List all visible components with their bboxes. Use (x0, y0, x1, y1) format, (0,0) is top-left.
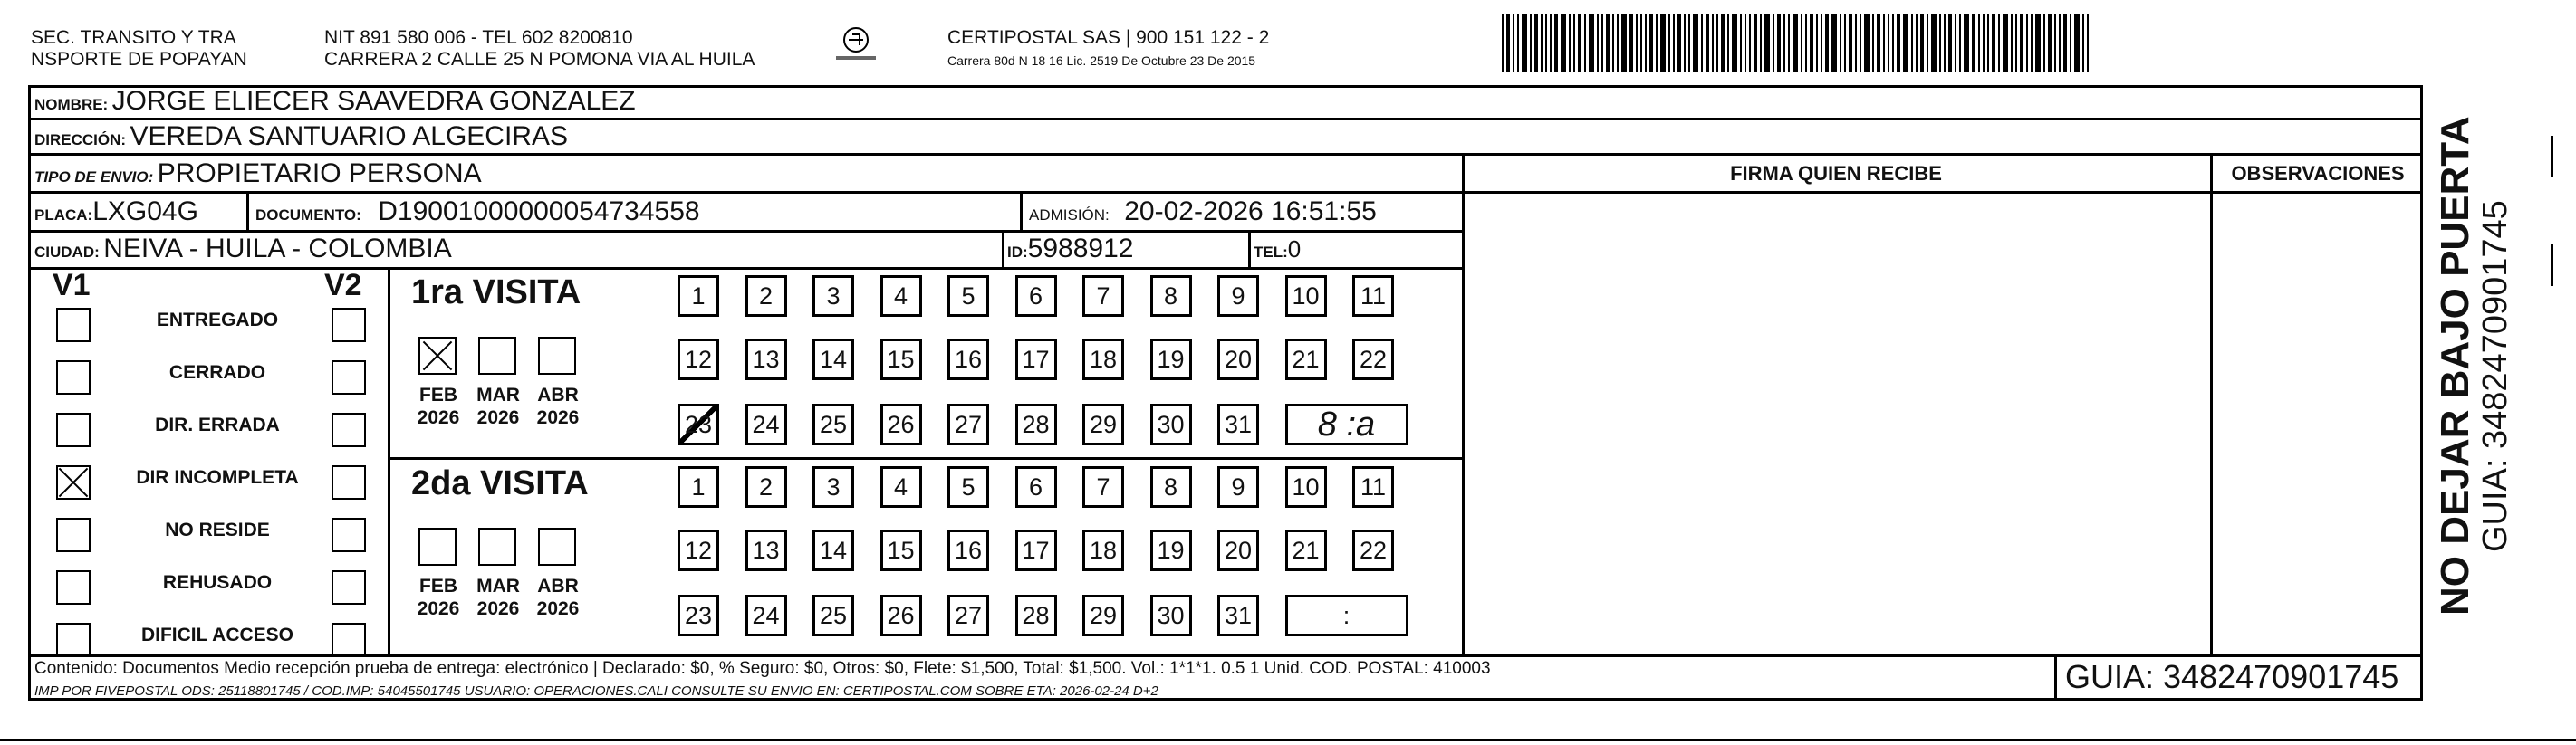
month-year: 2026 (536, 598, 580, 619)
barcode-bar (1911, 14, 1913, 72)
barcode-bar (1773, 14, 1774, 72)
barcode-bar (1939, 14, 1941, 72)
day-box[interactable]: 1 (678, 466, 719, 508)
tipo-row (34, 157, 482, 196)
placa-label: PLACA: (34, 206, 93, 224)
tel-row (1254, 232, 1301, 271)
id-row (1007, 232, 1133, 271)
nombre-row (34, 84, 636, 123)
day-box[interactable]: 22 (1352, 530, 1394, 571)
v2-label: V2 (324, 268, 362, 302)
barcode-bar (2026, 14, 2028, 72)
day-box[interactable]: 27 (947, 595, 989, 636)
day-box[interactable]: 1 (678, 275, 719, 317)
day-box[interactable]: 8 (1150, 466, 1192, 508)
month-year: 2026 (476, 407, 520, 428)
tipo-value: PROPIETARIO PERSONA (157, 158, 482, 188)
barcode-bar (1712, 14, 1714, 72)
barcode-bar (1668, 14, 1670, 72)
footer-guia: GUIA: 3482470901745 (2065, 658, 2399, 695)
day-box[interactable]: 19 (1150, 530, 1192, 571)
barcode-bar (1561, 14, 1566, 72)
month-label (471, 575, 525, 620)
day-box[interactable]: 22 (1352, 339, 1394, 380)
v2-checkbox[interactable] (332, 623, 366, 657)
barcode-bar (2035, 14, 2041, 72)
barcode-bar (1877, 14, 1880, 72)
status-option-label: DIFICIL ACCESO (140, 625, 293, 645)
barcode-bar (1589, 14, 1594, 72)
barcode-bar (1998, 14, 2000, 72)
month-year: 2026 (417, 598, 460, 619)
barcode-bar (1777, 14, 1781, 72)
direccion-value: VEREDA SANTUARIO ALGECIRAS (130, 121, 568, 151)
barcode-bar (1992, 14, 1995, 72)
barcode-bar (1754, 14, 1757, 72)
firma-header: FIRMA QUIEN RECIBE (1730, 162, 1942, 185)
day-box[interactable]: 26 (880, 595, 922, 636)
barcode-bar (1721, 14, 1725, 72)
day-box[interactable]: 18 (1082, 339, 1124, 380)
status-option-label: REHUSADO (162, 572, 273, 593)
barcode-bar (1801, 14, 1802, 72)
barcode-bar (1805, 14, 1807, 72)
day-box[interactable]: 10 (1285, 275, 1327, 317)
barcode-bar (2054, 14, 2056, 72)
day-box[interactable]: 25 (812, 404, 854, 445)
v2-checkbox[interactable] (332, 308, 366, 342)
month-label (531, 384, 585, 429)
barcode-bar (1844, 14, 1846, 72)
barcode-bar (1688, 14, 1690, 72)
day-box[interactable]: 24 (745, 404, 787, 445)
day-box[interactable]: 13 (745, 530, 787, 571)
visit2-title: 2da VISITA (411, 464, 589, 502)
day-box[interactable]: 17 (1015, 530, 1057, 571)
day-box[interactable]: 9 (1217, 275, 1259, 317)
ciudad-label: CIUDAD: (34, 244, 100, 261)
month-year: 2026 (536, 407, 580, 428)
barcode-bar (1840, 14, 1841, 72)
barcode-bar (1550, 14, 1552, 72)
v1-checkbox[interactable] (56, 308, 91, 342)
barcode-bar (1629, 14, 1633, 72)
day-box[interactable]: 27 (947, 404, 989, 445)
barcode-bar (1855, 14, 1857, 72)
admision-row (1029, 195, 1377, 234)
day-box[interactable]: 7 (1082, 466, 1124, 508)
barcode-bar (1522, 14, 1527, 72)
day-box[interactable]: 30 (1150, 595, 1192, 636)
barcode-bar (1764, 14, 1770, 72)
barcode-bar (1810, 14, 1813, 72)
day-box[interactable]: 4 (880, 466, 922, 508)
barcode-bar (1860, 14, 1861, 72)
admision-value: 20-02-2026 16:51:55 (1124, 196, 1377, 226)
day-box[interactable]: 2 (745, 275, 787, 317)
day-box[interactable]: 15 (880, 339, 922, 380)
barcode-bar (1584, 14, 1586, 72)
barcode-bar (1864, 14, 1870, 72)
day-box[interactable]: 16 (947, 530, 989, 571)
barcode-bar (1732, 14, 1737, 72)
barcode (1502, 14, 2190, 72)
day-box[interactable]: 7 (1082, 275, 1124, 317)
side-guia: GUIA: 3482470901745 (2476, 200, 2514, 552)
barcode-bar (1749, 14, 1751, 72)
barcode-bar (1903, 14, 1908, 72)
courier-logo (833, 24, 879, 69)
tel-label: TEL: (1254, 244, 1288, 261)
barcode-bar (2063, 14, 2067, 72)
v1-checkbox[interactable] (56, 570, 91, 605)
v2-checkbox[interactable] (332, 413, 366, 447)
barcode-bar (1964, 14, 1969, 72)
month-year: 2026 (476, 598, 520, 619)
day-box[interactable]: 24 (745, 595, 787, 636)
status-option-label: CERRADO (168, 362, 266, 383)
day-box[interactable]: 14 (812, 339, 854, 380)
placa-row (34, 195, 198, 234)
barcode-bar (1944, 14, 1946, 72)
barcode-bar (1706, 14, 1709, 72)
barcode-bar (1825, 14, 1829, 72)
day-box[interactable]: 4 (880, 275, 922, 317)
month-checkbox[interactable] (538, 337, 576, 375)
day-box[interactable]: 3 (812, 466, 854, 508)
month-checkbox[interactable] (538, 528, 576, 566)
barcode-bar (1502, 14, 1504, 72)
barcode-bar (2043, 14, 2045, 72)
status-option-label: DIR INCOMPLETA (136, 467, 299, 488)
day-box[interactable]: 14 (812, 530, 854, 571)
sender-line-1: SEC. TRANSITO Y TRA (31, 27, 236, 48)
day-box[interactable]: 12 (678, 339, 719, 380)
day-box[interactable]: 28 (1015, 595, 1057, 636)
barcode-bar (1645, 14, 1647, 72)
month-checkbox[interactable] (478, 528, 516, 566)
id-label: ID: (1007, 244, 1028, 261)
nombre-label: NOMBRE: (34, 96, 109, 113)
day-box[interactable]: 6 (1015, 466, 1057, 508)
barcode-bar (1727, 14, 1729, 72)
month-checkbox[interactable] (418, 337, 457, 375)
month-checkbox[interactable] (478, 337, 516, 375)
v1-checkbox[interactable] (56, 413, 91, 447)
barcode-bar (1517, 14, 1519, 72)
v2-checkbox[interactable] (332, 360, 366, 395)
day-box[interactable]: 15 (880, 530, 922, 571)
day-box[interactable]: 18 (1082, 530, 1124, 571)
barcode-bar (1948, 14, 1952, 72)
v1-checkbox[interactable] (56, 518, 91, 552)
barcode-bar (1649, 14, 1653, 72)
time-box[interactable]: : (1285, 595, 1408, 636)
observaciones-header: OBSERVACIONES (2231, 162, 2405, 185)
day-box[interactable]: 13 (745, 339, 787, 380)
id-value: 5988912 (1027, 234, 1134, 263)
barcode-bar (2082, 14, 2084, 72)
month-name: MAR (476, 576, 520, 597)
month-label (411, 575, 466, 620)
month-name: FEB (419, 576, 457, 597)
v2-checkbox[interactable] (332, 465, 366, 500)
day-box[interactable]: 26 (880, 404, 922, 445)
barcode-bar (1821, 14, 1822, 72)
month-name: FEB (419, 385, 457, 406)
barcode-bar (1745, 14, 1746, 72)
nombre-value: JORGE ELIECER SAAVEDRA GONZALEZ (111, 86, 636, 116)
month-year: 2026 (417, 407, 460, 428)
documento-label: DOCUMENTO: (255, 206, 361, 224)
barcode-bar (1701, 14, 1703, 72)
barcode-bar (1545, 14, 1547, 72)
ciudad-row (34, 232, 452, 271)
barcode-bar (2031, 14, 2033, 72)
barcode-bar (1972, 14, 1975, 72)
barcode-bar (1987, 14, 1989, 72)
month-name: ABR (537, 576, 579, 597)
day-box[interactable]: 21 (1285, 339, 1327, 380)
barcode-bar (1684, 14, 1686, 72)
barcode-bar (1849, 14, 1852, 72)
barcode-bar (1955, 14, 1956, 72)
placa-value: LXG04G (92, 196, 198, 226)
barcode-bar (1541, 14, 1543, 72)
day-box[interactable]: 11 (1352, 466, 1394, 508)
day-box[interactable]: 30 (1150, 404, 1192, 445)
day-box[interactable]: 21 (1285, 530, 1327, 571)
barcode-bar (1816, 14, 1818, 72)
day-box[interactable]: 28 (1015, 404, 1057, 445)
barcode-bar (1931, 14, 1937, 72)
day-box[interactable]: 19 (1150, 339, 1192, 380)
barcode-bar (1554, 14, 1558, 72)
month-name: MAR (476, 385, 520, 406)
barcode-bar (1888, 14, 1889, 72)
barcode-bar (1621, 14, 1627, 72)
v1-checkbox[interactable] (56, 465, 91, 500)
courier-name: CERTIPOSTAL SAS | 900 151 122 - 2 (947, 27, 1270, 48)
day-box[interactable]: 2 (745, 466, 787, 508)
day-box[interactable]: 3 (812, 275, 854, 317)
barcode-bar (1506, 14, 1510, 72)
barcode-bar (1612, 14, 1614, 72)
barcode-bar (1883, 14, 1885, 72)
barcode-bar (1606, 14, 1610, 72)
month-label (411, 384, 466, 429)
barcode-bar (2011, 14, 2013, 72)
time-box[interactable]: 8 :a (1285, 404, 1408, 445)
sender-line-2: NSPORTE DE POPAYAN (31, 49, 247, 70)
direccion-label: DIRECCIÓN: (34, 131, 127, 148)
barcode-bar (1656, 14, 1658, 72)
barcode-bar (1978, 14, 1980, 72)
barcode-bar (2048, 14, 2052, 72)
barcode-bar (1760, 14, 1762, 72)
documento-row (255, 195, 700, 234)
day-box[interactable]: 17 (1015, 339, 1057, 380)
v2-checkbox[interactable] (332, 518, 366, 552)
content-line: Contenido: Documentos Medio recepción prueba de entrega: electrónico | Declarado: $0, % Seguro: $0, Otros: $0, Flete: $1,500, Total: $1,500. Vol.: 1*1*1. 0.5 1 Unid. COD. POSTAL: 410003 (34, 659, 1491, 678)
barcode-bar (1534, 14, 1538, 72)
v1-checkbox[interactable] (56, 360, 91, 395)
barcode-bar (1788, 14, 1790, 72)
day-box[interactable]: 8 (1150, 275, 1192, 317)
barcode-bar (1831, 14, 1837, 72)
barcode-bar (2074, 14, 2080, 72)
day-box[interactable]: 23 (678, 595, 719, 636)
status-option-label: DIR. ERRADA (155, 415, 280, 435)
no-dejar-bajo-puerta: NO DEJAR BAJO PUERTA (2433, 116, 2477, 616)
documento-value: D19001000000054734558 (378, 196, 700, 226)
barcode-bar (1740, 14, 1742, 72)
barcode-bar (1793, 14, 1798, 72)
month-name: ABR (537, 385, 579, 406)
v1-label: V1 (53, 268, 91, 302)
barcode-bar (1983, 14, 1985, 72)
day-box[interactable]: 31 (1217, 404, 1259, 445)
barcode-bar (1677, 14, 1681, 72)
barcode-bar (1617, 14, 1619, 72)
day-box[interactable]: 31 (1217, 595, 1259, 636)
day-box[interactable]: 20 (1217, 339, 1259, 380)
barcode-bar (1892, 14, 1894, 72)
address-line: CARRERA 2 CALLE 25 N POMONA VIA AL HUILA (324, 49, 755, 70)
barcode-bar (2020, 14, 2023, 72)
barcode-bar (1578, 14, 1581, 72)
day-box[interactable]: 25 (812, 595, 854, 636)
visit1-title: 1ra VISITA (411, 273, 582, 311)
v1-checkbox[interactable] (56, 623, 91, 657)
nit-line: NIT 891 580 006 - TEL 602 8200810 (324, 27, 633, 48)
barcode-bar (2070, 14, 2071, 72)
barcode-bar (1897, 14, 1900, 72)
barcode-bar (1601, 14, 1603, 72)
barcode-bar (2059, 14, 2061, 72)
v2-checkbox[interactable] (332, 570, 366, 605)
month-checkbox[interactable] (418, 528, 457, 566)
day-box[interactable]: 5 (947, 275, 989, 317)
admision-label: ADMISIÓN: (1029, 206, 1110, 224)
day-box[interactable]: 16 (947, 339, 989, 380)
barcode-bar (1636, 14, 1638, 72)
day-box[interactable]: 29 (1082, 404, 1124, 445)
direccion-row (34, 119, 568, 158)
barcode-bar (1959, 14, 1961, 72)
day-box[interactable]: 23 (678, 404, 719, 445)
day-box[interactable]: 9 (1217, 466, 1259, 508)
day-box[interactable]: 5 (947, 466, 989, 508)
tipo-label: TIPO DE ENVIO: (34, 168, 154, 186)
barcode-bar (1716, 14, 1718, 72)
day-box[interactable]: 10 (1285, 466, 1327, 508)
barcode-bar (1513, 14, 1514, 72)
barcode-bar (2087, 14, 2089, 72)
month-label (531, 575, 585, 620)
tel-value: 0 (1287, 235, 1302, 263)
barcode-bar (1872, 14, 1874, 72)
barcode-bar (1673, 14, 1675, 72)
barcode-bar (1693, 14, 1698, 72)
day-box[interactable]: 6 (1015, 275, 1057, 317)
month-label (471, 384, 525, 429)
barcode-bar (2015, 14, 2017, 72)
imp-line: IMP POR FIVEPOSTAL ODS: 25118801745 / COD.IMP: 54045501745 USUARIO: OPERACIONES.CALI CONSULTE SU ENVIO EN: CERTIPOSTAL.COM SOBRE ETA: 2026-02-24 D+2 (34, 683, 1158, 699)
barcode-bar (1783, 14, 1785, 72)
barcode-bar (1927, 14, 1928, 72)
day-box[interactable]: 20 (1217, 530, 1259, 571)
day-box[interactable]: 12 (678, 530, 719, 571)
courier-license: Carrera 80d N 18 16 Lic. 2519 De Octubre 23 De 2015 (947, 53, 1256, 68)
day-box[interactable]: 29 (1082, 595, 1124, 636)
ciudad-value: NEIVA - HUILA - COLOMBIA (103, 234, 452, 263)
barcode-bar (2003, 14, 2008, 72)
barcode-bar (1573, 14, 1575, 72)
barcode-bar (1920, 14, 1924, 72)
day-box[interactable]: 11 (1352, 275, 1394, 317)
barcode-bar (1640, 14, 1642, 72)
status-option-label: ENTREGADO (156, 310, 279, 330)
barcode-bar (1660, 14, 1666, 72)
barcode-bar (1916, 14, 1918, 72)
barcode-bar (1597, 14, 1599, 72)
barcode-bar (1569, 14, 1571, 72)
status-option-label: NO RESIDE (165, 520, 270, 540)
barcode-bar (1530, 14, 1532, 72)
